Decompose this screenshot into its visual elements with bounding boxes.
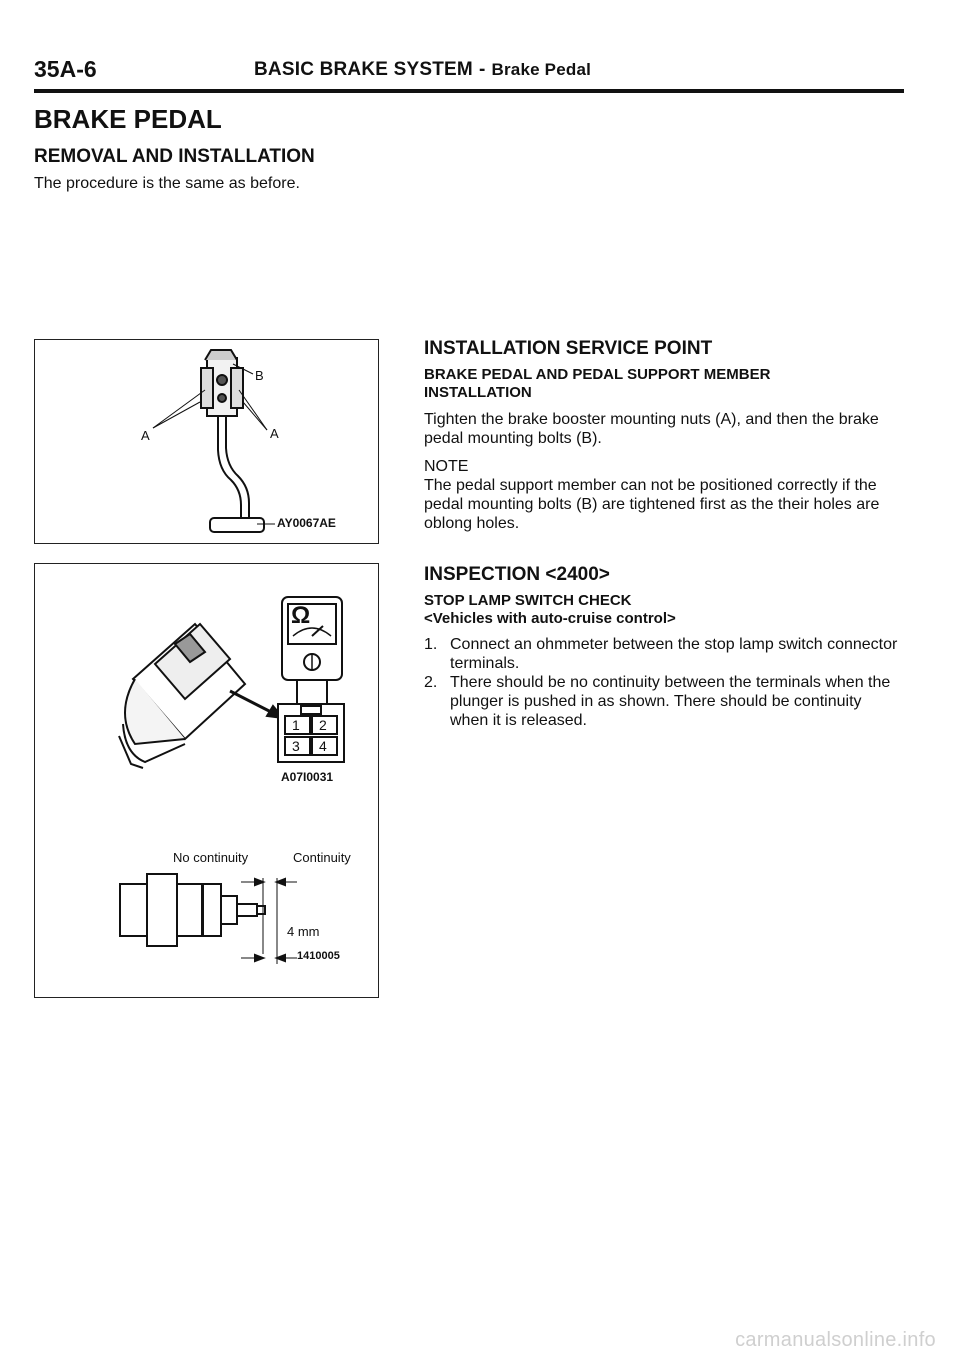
inspection-step-2 [424,673,904,730]
label-continuity: Continuity [293,850,351,865]
label-b: B [255,368,264,383]
installation-heading: INSTALLATION SERVICE POINT [424,338,713,359]
step-number: 1. [424,636,438,653]
brake-pedal-illustration [35,340,380,545]
section-name: BASIC BRAKE SYSTEM [254,59,473,80]
page-title: BRAKE PEDAL [34,104,222,134]
figure-stop-lamp-switch [34,563,379,998]
inspection-step-1 [424,635,904,673]
note-text: The pedal support member can not be positioned correctly if the pedal mounting bolts (B) are tightened first as the their holes are oblong holes. [424,477,880,532]
figure1-code: AY0067AE [277,516,336,530]
page-number: 35A-6 [34,56,97,82]
inspection-subheading-1: STOP LAMP SWITCH CHECK [424,592,632,609]
dimension-label: 4 mm [287,924,320,939]
installation-section [424,339,904,533]
inspection-section [424,565,904,730]
step-number: 2. [424,674,438,691]
step-text: There should be no continuity between the terminals when the plunger is pushed in as shown. There should be continuity when it is released. [450,674,891,729]
figure2-code-top: A07I0031 [281,770,334,784]
label-no-continuity: No continuity [173,850,249,865]
terminal-1: 1 [292,717,300,733]
section-title [254,59,591,81]
inspection-heading: INSPECTION <2400> [424,564,610,585]
step-text: Connect an ohmmeter between the stop lamp switch connector terminals. [450,636,898,672]
label-a-left: A [141,428,150,443]
watermark: carmanualsonline.info [735,1329,936,1351]
inspection-subheading-2: <Vehicles with auto-cruise control> [424,610,676,627]
subsection-name: Brake Pedal [491,60,592,79]
figure-brake-pedal [34,339,379,544]
removal-text: The procedure is the same as before. [34,175,300,192]
terminal-3: 3 [292,738,300,754]
installation-subheading-2: INSTALLATION [424,384,532,401]
page-header [34,56,904,90]
header-separator: - [478,59,486,80]
ohm-symbol: Ω [291,602,311,629]
removal-heading: REMOVAL AND INSTALLATION [34,146,315,167]
note-label: NOTE [424,458,469,475]
terminal-4: 4 [319,738,327,754]
installation-subheading-1: BRAKE PEDAL AND PEDAL SUPPORT MEMBER [424,366,771,383]
label-a-right: A [270,426,279,441]
terminal-2: 2 [319,717,327,733]
figure2-code-bottom: 1410005 [297,950,340,962]
installation-text: Tighten the brake booster mounting nuts (A), and then the brake pedal mounting bolts (B). [424,411,879,447]
header-rule [34,89,904,93]
